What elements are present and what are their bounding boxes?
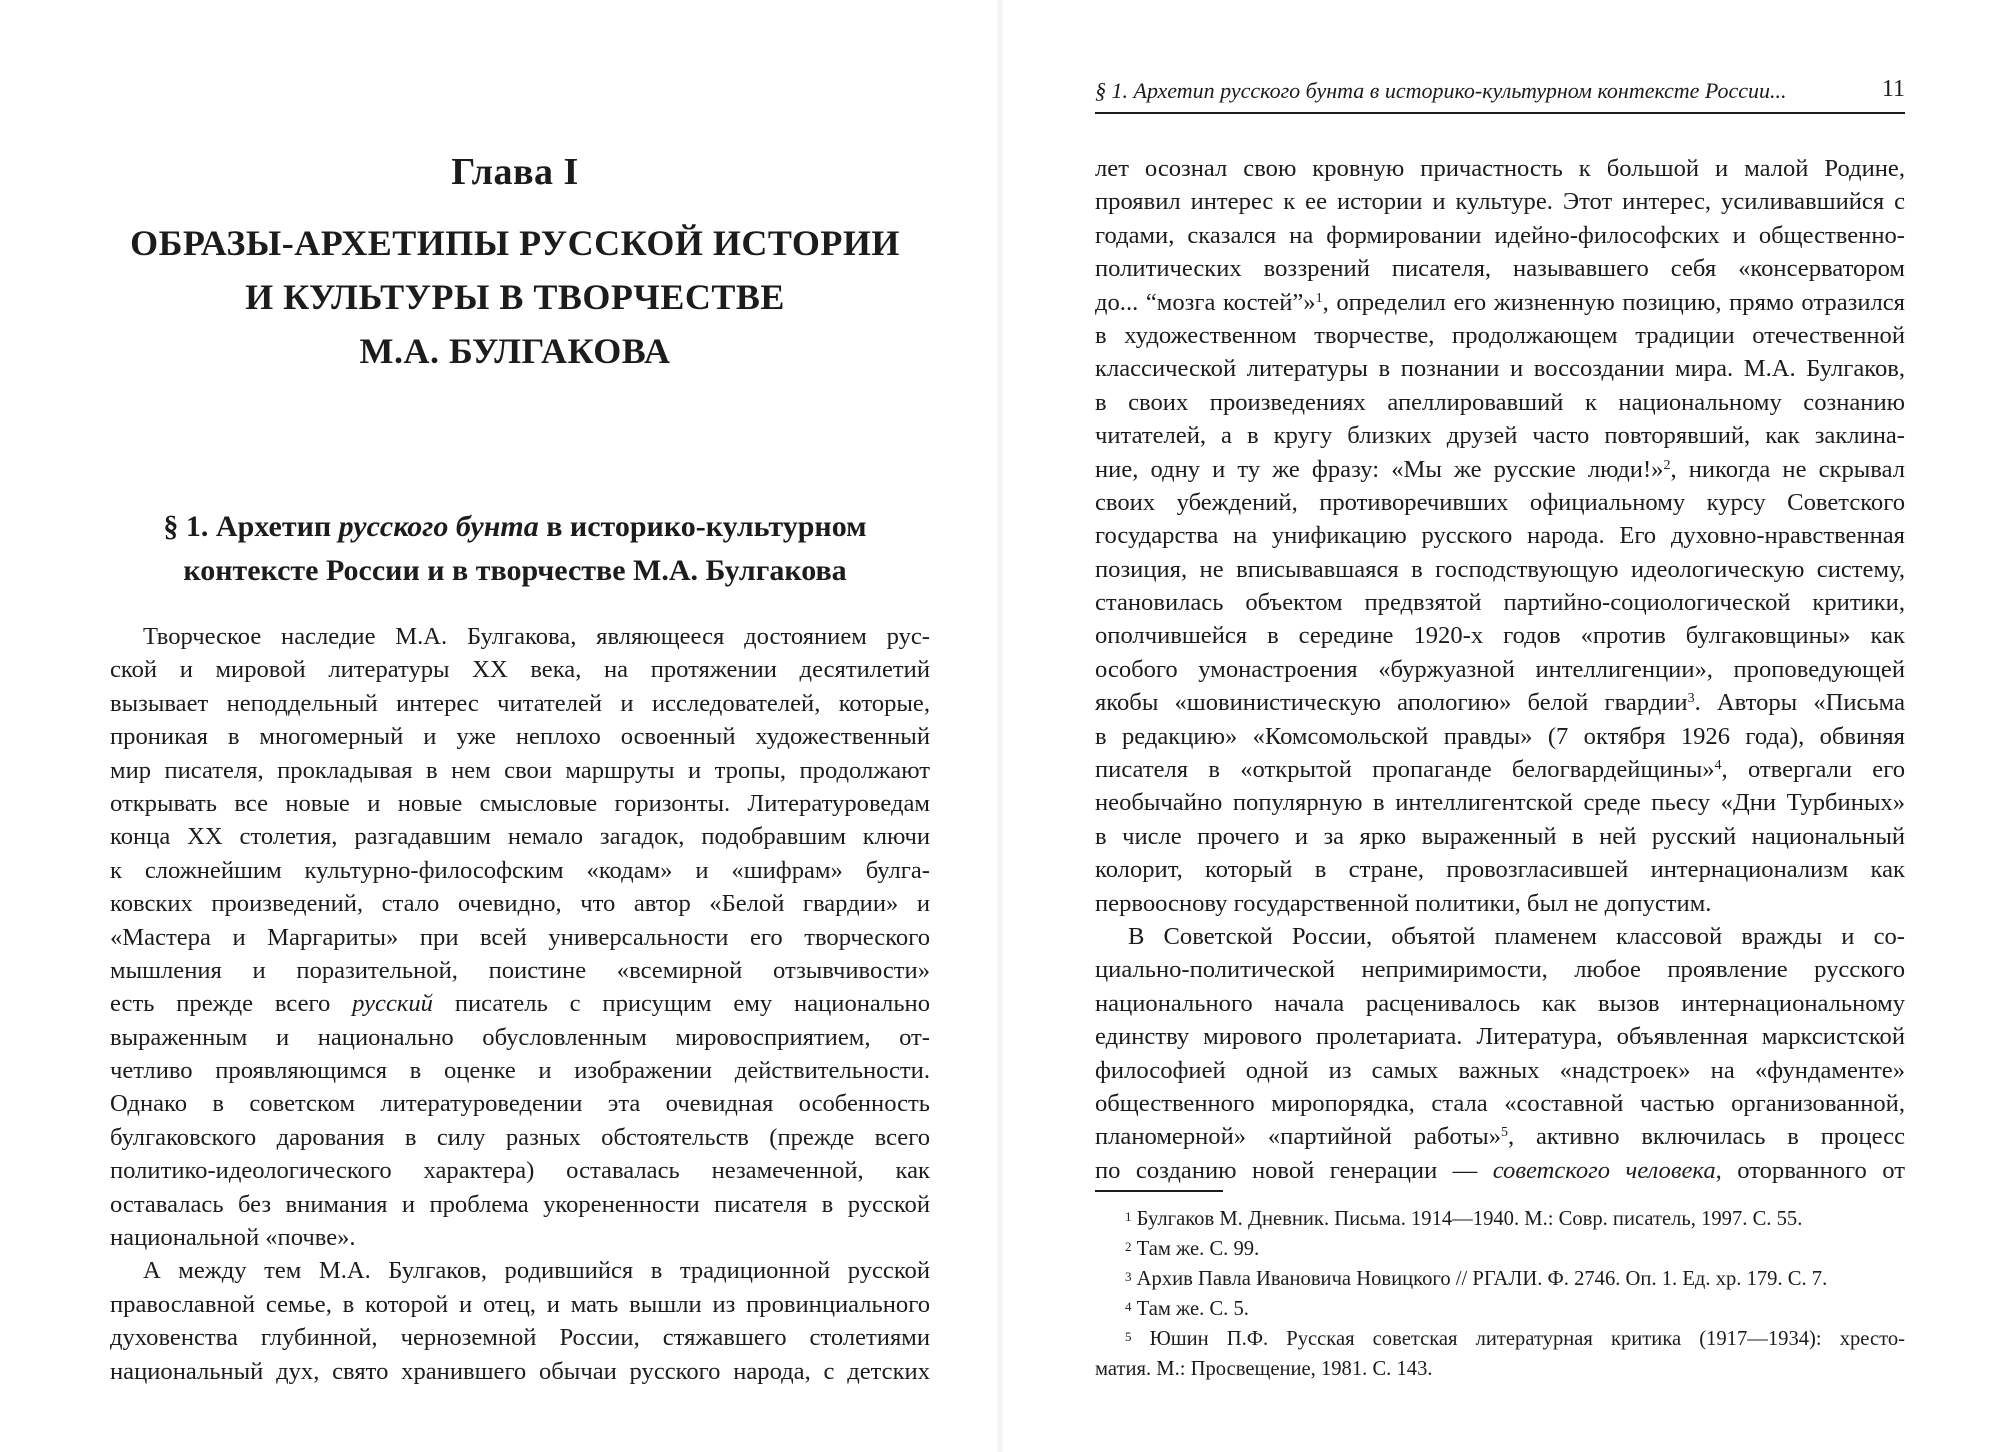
section-title-line: контексте России и в творчестве М.А. Булгакова [183, 554, 847, 587]
text-line: есть прежде всего русский писатель с присущим ему национально [110, 990, 930, 1018]
text-line: планомерной» «партийной работы»$^5$, активно включилась в процесс [1095, 1123, 1905, 1151]
footnote: $^4$ Там же. С. 5. [1125, 1298, 1249, 1320]
text-line: ние, одну и ту же фразу: «Мы же русские люди!»$^2$, никогда не скрывал [1095, 455, 1905, 483]
note-ref: 5 [1501, 1125, 1508, 1141]
text-line: А между тем М.А. Булгаков, родившийся в традиционной русской [143, 1257, 930, 1285]
note-ref: 2 [1663, 457, 1671, 473]
text-line: ской и мировой литературы XX века, на протяжении десятилетий [110, 656, 930, 684]
text-line: своих убеждений, противоречивших официальному курсу Советского [1095, 488, 1905, 516]
text-line: булгаковского дарования в силу разных обстоятельств (прежде всего [110, 1123, 930, 1151]
running-head [1095, 76, 1905, 114]
text-line: Творческое наследие М.А. Булгакова, являющееся достоянием рус- [143, 623, 930, 650]
text-line: ополчившейся в середине 1920-х годов «против булгаковщины» как [1095, 622, 1905, 650]
text-line: выраженным и национально обусловленным мировосприятием, от- [110, 1023, 930, 1051]
note-ref: 1 [1315, 290, 1323, 306]
text-line: мир писателя, прокладывая в нем свои маршруты и тропы, продолжают [110, 756, 930, 784]
right-page [1000, 0, 2000, 1452]
chapter-title-line: ОБРАЗЫ-АРХЕТИПЫ РУССКОЙ ИСТОРИИ [130, 223, 900, 263]
body-text [1095, 152, 1905, 1187]
text-line: в своих произведениях апеллировавший к национальному сознанию [1095, 388, 1905, 416]
text-line: ковских произведений, стало очевидно, что автор «Белой гвардии» и [110, 890, 930, 918]
text-line: общественного миропорядка, стала «составной частью организованной, [1095, 1089, 1905, 1117]
text-line: особого умонастроения «буржуазной интеллигенции», проповедующей [1095, 655, 1905, 683]
section-title-italic: русского бунта [338, 510, 539, 543]
chapter-title [100, 216, 930, 378]
footnote: $^1$ Булгаков М. Дневник. Письма. 1914—1940. М.: Совр. писатель, 1997. С. 55. [1125, 1208, 1803, 1230]
text-line: национального начала расценивалось как вызов интернациональному [1095, 989, 1905, 1017]
footnotes [1095, 1204, 1905, 1384]
text-line: позиция, не вписывавшаяся в господствующую идеологическую систему, [1095, 555, 1905, 583]
chapter-label: Глава I [451, 151, 579, 193]
text-line: философией одной из самых важных «надстроек» на «фундаменте» [1095, 1056, 1905, 1084]
text-line: становилась объектом предвзятой партийно-социологической критики, [1095, 589, 1905, 617]
text-line: до... “мозга костей”»$^1$, определил его жизненную позицию, прямо отразился [1095, 288, 1905, 316]
text-line: В Советской России, объятой пламенем классовой вражды и со- [1128, 922, 1905, 950]
text-line: проникая в многомерный и уже неплохо освоенный художественный [110, 723, 930, 751]
text-line: в числе прочего и за ярко выраженный в ней русский национальный [1095, 822, 1905, 850]
text-line: годами, сказался на формировании идейно-философских и общественно- [1095, 221, 1905, 249]
text-line: государства на унификацию русского народа. Его духовно-нравственная [1095, 522, 1905, 550]
text-line: по созданию новой генерации — советского человека, оторванного от [1095, 1156, 1905, 1184]
text-line: колорит, который в стране, провозгласившей интернационализм как [1095, 856, 1905, 884]
text-line: конца XX столетия, разгадавшим немало загадок, подобравшим ключи [110, 823, 930, 851]
text-line: в редакцию» «Комсомольской правды» (7 октября 1926 года), обвиняя [1095, 722, 1905, 750]
text-line: национальный дух, свято хранившего обычаи русского народа, с детских [110, 1357, 930, 1385]
text-line: мышления и поразительной, поистине «всемирной отзывчивости» [110, 956, 930, 984]
footnote: $^5$ Юшин П.Ф. Русская советская литературная критика (1917—1934): хресто- [1125, 1328, 1905, 1350]
text-line: духовенства глубинной, черноземной России, стяжавшего столетиями [110, 1324, 930, 1352]
note-ref: 4 [1714, 758, 1722, 774]
text-line: к сложнейшим культурно-философским «кодам» и «шифрам» булга- [110, 856, 930, 884]
text-line: необычайно популярную в интеллигентской среде пьесу «Дни Турбиных» [1095, 789, 1905, 817]
body-text [110, 620, 930, 1388]
text-line: Однако в советском литературоведении эта очевидная особенность [110, 1090, 930, 1118]
text-line: национальной «почве». [110, 1224, 356, 1252]
text-line: открывать все новые и новые смысловые горизонты. Литературоведам [110, 789, 930, 817]
text-line: православной семье, в которой и отец, и мать вышли из провинциального [110, 1290, 930, 1318]
text-line: политических воззрений писателя, называвшего себя «консерватором [1095, 255, 1905, 283]
chapter-title-line: И КУЛЬТУРЫ В ТВОРЧЕСТВЕ [245, 277, 785, 317]
italic-emphasis: советского человека [1492, 1156, 1716, 1184]
text-line: первооснову государственной политики, был не допустим. [1095, 889, 1712, 917]
running-title: § 1. Архетип русского бунта в историко-культурном контексте России... [1095, 78, 1787, 103]
text-line: политико-идеологического характера) оставалась незамеченной, как [110, 1157, 930, 1185]
italic-emphasis: русский [352, 990, 433, 1018]
text-line: проявил интерес к ее истории и культуре. Этот интерес, усиливавшийся с [1095, 188, 1905, 216]
text-line: «Мастера и Маргариты» при всей универсальности его творческого [110, 923, 930, 951]
text-line: в художественном творчестве, продолжающем традиции отечественной [1095, 321, 1905, 349]
text-line: циально-политической непримиримости, любое проявление русского [1095, 956, 1905, 984]
text-line: четливо проявляющимся в оценке и изображении действительности. [110, 1057, 930, 1085]
text-line: читателей, а в кругу близких друзей часто повторявший, как заклина- [1095, 422, 1905, 450]
text-line: классической литературы в познании и воссоздании мира. М.А. Булгаков, [1095, 355, 1905, 383]
footnote: $^2$ Там же. С. 99. [1125, 1238, 1260, 1260]
footnote-rule [1095, 1190, 1223, 1192]
text-line: единству мирового пролетариата. Литература, объявленная марксистской [1095, 1023, 1905, 1051]
text-line: вызывает неподдельный интерес читателей и исследователей, которые, [110, 689, 930, 717]
footnote-continuation: матия. М.: Просвещение, 1981. С. 143. [1095, 1358, 1433, 1380]
section-title [100, 505, 930, 593]
page-number: 11 [1881, 76, 1905, 102]
text-line: якобы «шовинистическую апологию» белой гвардии$^3$. Авторы «Письма [1095, 689, 1905, 717]
text-line: лет осознал свою кровную причастность к большой и малой Родине, [1095, 155, 1905, 182]
text-line: писателя в «открытой пропаганде белогвардейщины»$^4$, отвергали его [1095, 756, 1905, 784]
text-line: оставалась без внимания и проблема укорененности писателя в русской [110, 1190, 930, 1218]
footnote: $^3$ Архив Павла Ивановича Новицкого // РГАЛИ. Ф. 2746. Оп. 1. Ед. хр. 179. С. 7. [1125, 1268, 1828, 1290]
section-title-line: § 1. Архетип русского бунта в историко-культурном [163, 510, 867, 543]
note-ref: 3 [1687, 691, 1695, 707]
chapter-title-line: М.А. БУЛГАКОВА [359, 331, 671, 371]
